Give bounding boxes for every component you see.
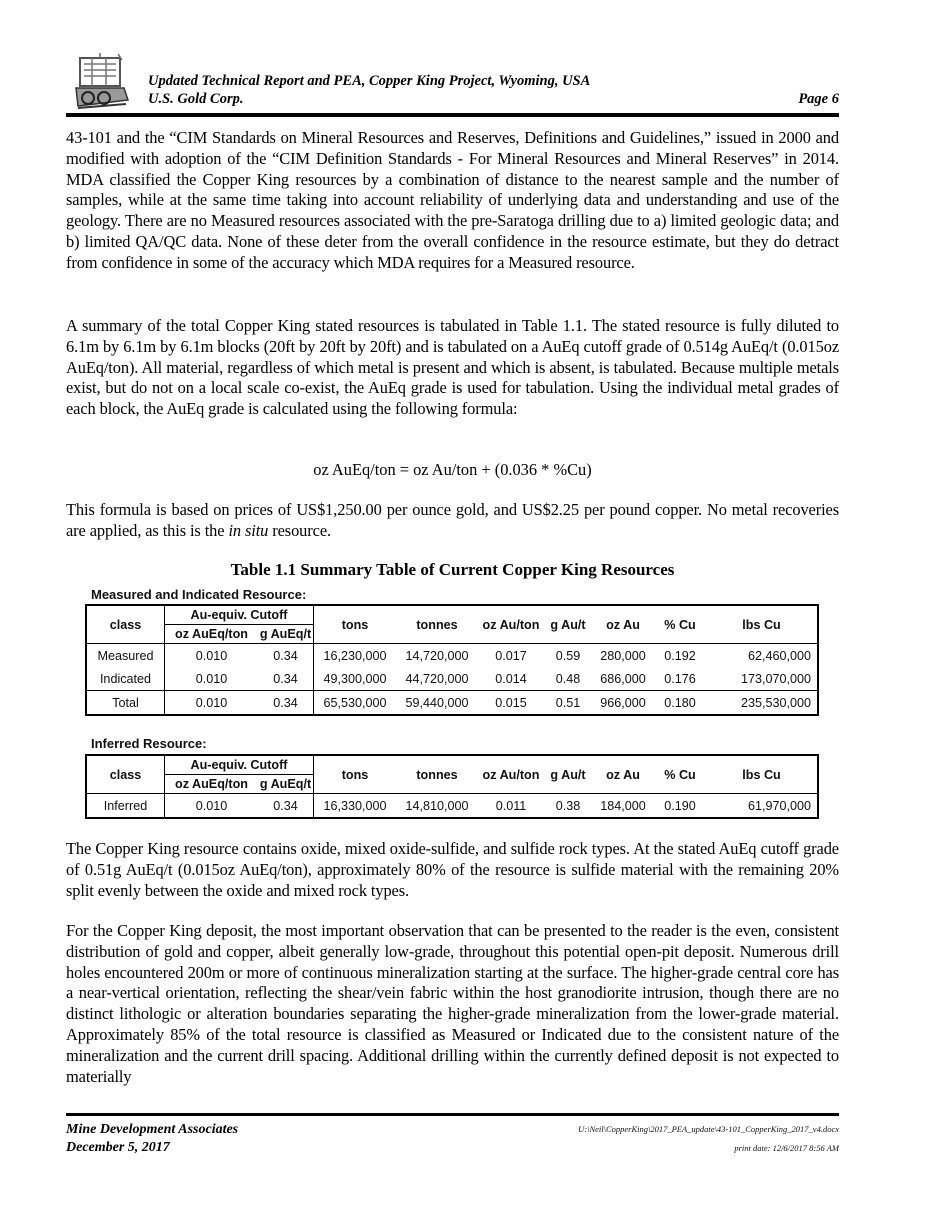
cell-g-au-t: 0.38 [555,798,581,813]
header-cutoff-oz: oz AuEq/ton [165,775,259,794]
cell-class: Total [86,691,165,716]
aueq-formula: oz AuEq/ton = oz Au/ton + (0.036 * %Cu) [313,460,592,479]
table-row-measured [86,644,818,668]
header-lbs-cu: lbs Cu [706,755,818,794]
header-tonnes: tonnes [396,605,478,644]
header-cutoff-g: g AuEq/t [258,625,314,644]
cell-class: Indicated [86,667,165,691]
cell-lbs-cu: 173,070,000 [740,671,811,686]
page-header [66,52,839,120]
cell-cutoff-g: 0.34 [258,794,314,819]
footer-print-date: print date: 12/6/2017 8:56 AM [734,1143,839,1153]
header-divider [66,113,839,117]
cell-lbs-cu: 61,970,000 [747,798,811,813]
paragraph-formula-prices [66,500,839,542]
cell-g-au-t: 0.48 [555,671,581,686]
table-title: Table 1.1 Summary Table of Current Copper King Resources [230,560,675,579]
header-pct-cu: % Cu [654,605,706,644]
cell-tonnes: 14,810,000 [405,798,469,813]
report-title: Updated Technical Report and PEA, Copper King Project, Wyoming, USA [148,73,591,89]
cell-tons: 65,530,000 [314,691,397,716]
prices-text: This formula is based on prices of US$1,250.00 per ounce gold, and US$2.25 per pound copper. No metal recoveries are applied, as this is the [66,500,839,540]
cell-class: Inferred [86,794,165,819]
header-lbs-cu: lbs Cu [706,605,818,644]
mining-machine-logo-icon [70,52,132,114]
footer-divider [66,1113,839,1116]
cell-g-au-t: 0.59 [555,648,581,663]
header-oz-au-ton: oz Au/ton [478,605,544,644]
paragraph-rock-types: The Copper King resource contains oxide, mixed oxide-sulfide, and sulfide rock types. At the stated AuEq cutoff grade of 0.51g AuEq/t (0.015oz AuEq/ton), approximately 80% of the resource is sulfide material with the remaining 20% split evenly between the oxide and mixed rock types. [66,839,839,900]
table-row-total [86,691,818,716]
header-oz-au: oz Au [592,605,654,644]
cell-cutoff-g: 0.34 [258,644,314,668]
header-tons: tons [314,755,397,794]
header-tonnes: tonnes [396,755,478,794]
paragraph-deposit-observation: For the Copper King deposit, the most important observation that can be presented to the reader is the even, consistent distribution of gold and copper, albeit generally low-grade, throughout this potential open-pit deposit. Numerous drill holes encountered 200m or more of continuous mineralization starting at the surface. The higher-grade central core has a near-vertical orientation, reflecting the shear/vein fabric within the host granodiorite intrusion, though there are no distinct lithologic or alteration boundaries separating the higher-grade mineralization from the lower-grade material. Approximately 85% of the total resource is classified as Measured or Indicated due to the consistent nature of the mineralization and the current drill spacing. Additional drilling within the currently defined deposit is not expected to materially [66,921,839,1086]
cell-tons: 49,300,000 [323,671,387,686]
cell-tons: 16,230,000 [323,648,387,663]
cell-oz-au: 966,000 [592,691,654,716]
table-row-indicated [86,667,818,691]
header-tons: tons [314,605,397,644]
paragraph-cim-standards: 43-101 and the “CIM Standards on Mineral Resources and Reserves, Definitions and Guidelines,” issued in 2000 and modified with adoption of the “CIM Definition Standards - For Mineral Resources and Mineral Reserves” in 2014. MDA classified the Copper King resources by a combination of distance to the nearest sample and the number of samples, while at the same time taking into account reliability of underlying data and understanding and use of the geology. There are no Measured resources associated with the pre-Saratoga drilling due to a) limited geologic data; and b) limited QA/QC data. None of these deter from the overall confidence in the resource estimate, but they do detract from confidence in some of the accuracy which MDA requires for a Measured resource. [66,128,839,272]
cell-cutoff-g: 0.34 [258,667,314,691]
header-oz-au-ton: oz Au/ton [478,755,544,794]
inferred-label: Inferred Resource: [91,736,207,751]
company-name: U.S. Gold Corp. [148,91,244,107]
header-g-au-t: g Au/t [544,755,592,794]
cell-cutoff-g: 0.34 [258,691,314,716]
header-class: class [86,755,165,794]
cell-oz-au-ton: 0.015 [478,691,544,716]
cell-cutoff-oz: 0.010 [195,671,228,686]
cell-lbs-cu: 62,460,000 [747,648,811,663]
measured-indicated-label: Measured and Indicated Resource: [91,587,307,602]
cell-cutoff-oz: 0.010 [195,648,228,663]
cell-oz-au-ton: 0.017 [495,648,527,663]
cell-oz-au-ton: 0.011 [495,798,527,813]
cell-pct-cu: 0.180 [654,691,706,716]
cell-oz-au: 686,000 [600,671,646,686]
cell-pct-cu: 0.190 [664,798,696,813]
header-cutoff-g: g AuEq/t [258,775,314,794]
cell-pct-cu: 0.192 [664,648,696,663]
measured-indicated-table [85,604,819,716]
cell-g-au-t: 0.51 [544,691,592,716]
header-g-au-t: g Au/t [544,605,592,644]
cell-oz-au-ton: 0.014 [495,671,527,686]
cell-cutoff-oz: 0.010 [195,798,228,813]
page-number: Page 6 [798,91,839,107]
header-cutoff-group: Au-equiv. Cutoff [165,755,314,775]
cell-lbs-cu: 235,530,000 [706,691,818,716]
cell-tonnes: 44,720,000 [405,671,469,686]
cell-tons: 16,330,000 [323,798,387,813]
footer-organization: Mine Development Associates [66,1122,239,1137]
cell-oz-au: 184,000 [600,798,646,813]
resource-text: resource. [268,520,331,540]
cell-tonnes: 14,720,000 [405,648,469,663]
header-pct-cu: % Cu [654,755,706,794]
cell-class: Measured [86,644,165,668]
header-class: class [86,605,165,644]
footer-file-path: U:\Neil\CopperKing\2017_PEA_update\43-101_CopperKing_2017_v4.docx [578,1124,839,1134]
header-cutoff-oz: oz AuEq/ton [165,625,259,644]
header-oz-au: oz Au [592,755,654,794]
paragraph-resource-summary: A summary of the total Copper King stated resources is tabulated in Table 1.1. The stated resource is fully diluted to 6.1m by 6.1m by 6.1m blocks (20ft by 20ft by 20ft) and is tabulated on a AuEq cutoff grade of 0.514g AuEq/t (0.015oz AuEq/ton). All material, regardless of which metal is present and which is absent, is tabulated. Because multiple metals exist, but do not on a local scale co-exist, the AuEq grade is used for tabulation. Using the individual metal grades of each block, the AuEq grade is calculated using the following formula: [66,316,839,419]
cell-tonnes: 59,440,000 [396,691,478,716]
footer-date: December 5, 2017 [66,1140,170,1155]
table-row-inferred [86,794,818,819]
inferred-table [85,754,819,819]
cell-pct-cu: 0.176 [664,671,696,686]
cell-cutoff-oz: 0.010 [165,691,259,716]
cell-oz-au: 280,000 [600,648,646,663]
header-cutoff-group: Au-equiv. Cutoff [165,605,314,625]
in-situ-text: in situ [228,520,269,540]
